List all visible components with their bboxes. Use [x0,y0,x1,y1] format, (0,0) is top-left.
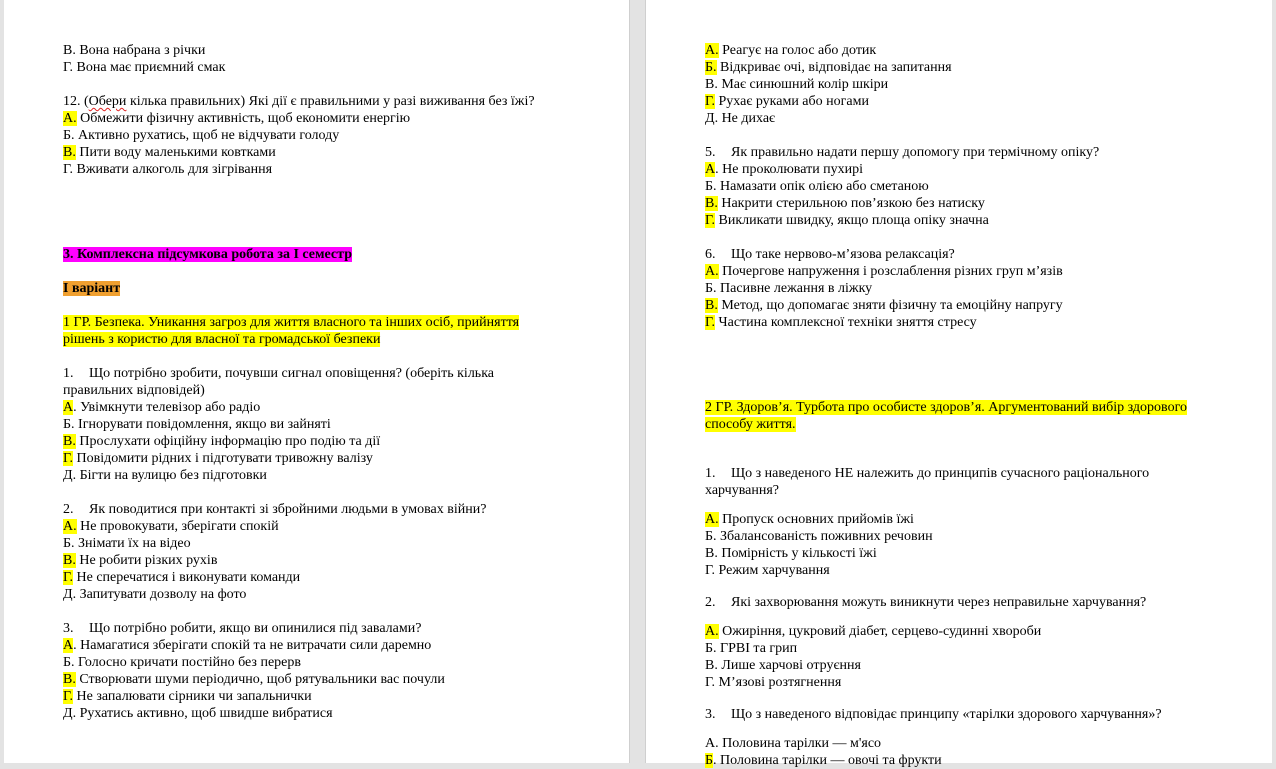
answer-option [705,195,1197,212]
question-text: Що з наведеного відповідає принципу «тарілки здорового харчування»? [731,707,1162,722]
option-text: Не робити різких рухів [75,553,218,568]
answer-option [705,314,1197,331]
option-text: . ГРВІ та грип [713,641,798,656]
option-label: Б [705,753,714,768]
option-text: Пити воду маленькими ковтками [75,145,276,160]
option-text: Пропуск основних прийомів їжі [718,512,914,527]
answer-option [705,76,1197,93]
answer-option [63,467,555,484]
option-text: Рухає руками або ногами [715,94,869,109]
option-text: Ожиріння, цукровий діабет, серцево-судинні хвороби [718,624,1042,639]
question-number: 3. [705,707,716,722]
answer-option [63,399,555,416]
option-text: . Лише харчові отруєння [714,658,861,673]
question-text: Що з наведеного НЕ належить до принципів сучасного раціонального харчування? [705,466,1150,498]
question-text: Які захворювання можуть виникнути через неправильне харчування? [731,595,1147,610]
answer-option [63,569,555,586]
option-label: А [705,736,716,751]
option-text: Вживати алкоголь для зігрівання [73,162,273,177]
answer-option [63,705,555,722]
question-text: Як правильно надати першу допомогу при термічному опіку? [731,145,1100,160]
option-label: А. [705,624,719,639]
option-text: Повідомити рідних і підготувати тривожну валізу [73,451,373,466]
question-text: Що потрібно робити, якщо ви опинилися під завалами? [89,621,422,636]
option-label: В. [63,672,76,687]
option-label: Г. [705,213,716,228]
option-label: Б [63,536,72,551]
option-text: . Не дихає [714,111,776,126]
answer-option [705,59,1197,76]
answer-option [705,640,1197,657]
option-text: Накрити стерильною пов’язкою без натиску [717,196,985,211]
document-page-right [645,0,1272,768]
question-number: 6. [705,247,716,262]
question-number: 2. [63,502,74,517]
answer-option [705,212,1197,229]
option-label: Б [705,281,714,296]
option-text: Не запалювати сірники чи запальнички [73,689,312,704]
option-text: Частина комплексної техніки зняття стресу [715,315,977,330]
question-text: Що таке нервово-м’язова релаксація? [731,247,955,262]
answer-option [705,752,1197,769]
document-page-left [4,0,630,763]
question-12: 12. (Обери кілька правильних) Які дії є правильними у разі виживання без їжі? [63,94,535,109]
group-1-questions [63,365,629,722]
option-text: . Не проколювати пухирі [715,162,864,177]
previous-question-options [705,42,1272,127]
option-text: Відкриває очі, відповідає на запитання [716,60,952,75]
option-label: А [63,638,74,653]
answer-option [63,450,555,467]
answer-option [705,562,1197,579]
option-label: В [705,546,715,561]
option-label: Д [63,587,73,602]
answer-option [63,671,555,688]
answer-option [63,518,555,535]
option-text: . Половина тарілки — м'ясо [715,736,882,751]
question-12-options [63,110,629,178]
option-line: Г. Вона має приємний смак [63,60,226,75]
option-label: Б. [63,128,75,143]
answer-option [63,144,555,161]
option-label: Г [705,563,712,578]
question-number: 2. [705,595,716,610]
answer-option [705,623,1197,640]
option-text: . Ігнорувати повідомлення, якщо ви зайняті [71,417,331,432]
answer-option [63,161,555,178]
option-label: В. [63,553,76,568]
answer-option [63,535,555,552]
option-text: Створювати шуми періодично, щоб рятувальники вас почули [75,672,445,687]
option-text: Обмежити фізичну активність, щоб економити енергію [76,111,411,126]
answer-option [705,178,1197,195]
option-text: Не провокувати, зберігати спокій [76,519,279,534]
answer-option [705,545,1197,562]
question-number: 5. [705,145,716,160]
answer-option [705,735,1197,752]
option-label: Г. [63,689,74,704]
option-label: Д [63,706,73,721]
option-text: Прослухати офіційну інформацію про подію та дії [75,434,381,449]
spellcheck-word[interactable]: Обери [88,94,127,109]
answer-option [705,161,1197,178]
option-text: . Намагатися зберігати спокій та не витрачати сили даремно [73,638,432,653]
option-label: Д [63,468,73,483]
option-text: Почергове напруження і розслаблення різних груп м’язів [718,264,1063,279]
option-label: В. [705,196,718,211]
question [705,246,1197,263]
group-1-questions-cont [705,144,1272,331]
question-text: Як поводитися при контакті зі збройними людьми в умовах війни? [89,502,487,517]
option-label: Г. [705,94,716,109]
answer-option [63,637,555,654]
question-number: 1. [705,466,716,481]
answer-option [705,528,1197,545]
variant-title: І варіант [63,281,121,296]
option-label: Д [705,111,715,126]
question-number: 1. [63,366,74,381]
option-label: В. [705,298,718,313]
option-label: Г. [63,451,74,466]
option-label: А [705,162,716,177]
option-text: . Увімкнути телевізор або радіо [73,400,261,415]
option-label: В. [63,434,76,449]
answer-option [63,586,555,603]
option-label: А [63,400,74,415]
question [63,620,555,637]
answer-option [705,42,1197,59]
answer-option [705,93,1197,110]
question [705,465,1197,499]
option-label: Б [705,641,714,656]
option-text: . Голосно кричати постійно без перерв [71,655,301,670]
question [63,365,555,399]
option-label: А. [63,111,77,126]
option-text: . Намазати опік олією або сметаною [713,179,929,194]
option-text: Метод, що допомагає зняти фізичну та емоційну напругу [717,298,1063,313]
option-label: А. [63,519,77,534]
answer-option [705,657,1197,674]
option-text: . Рухатись активно, щоб швидше вибратися [72,706,333,721]
question [705,144,1197,161]
option-label: Б. [705,60,717,75]
option-label: Г. [63,162,74,177]
answer-option [63,688,555,705]
option-label: Б [705,179,714,194]
answer-option [63,654,555,671]
question [63,501,555,518]
answer-option [705,280,1197,297]
option-text: Не сперечатися і виконувати команди [73,570,301,585]
option-label: В. [63,145,76,160]
option-label: Б [63,417,72,432]
section-title: 3. Комплексна підсумкова робота за І семестр [63,247,352,262]
answer-option [63,110,555,127]
option-text: . Має синюшний колір шкіри [714,77,889,92]
option-label: А. [705,264,719,279]
option-text: . Режим харчування [711,563,830,578]
option-label: В [705,658,715,673]
question [705,706,1197,723]
option-text: . Пасивне лежання в ліжку [713,281,873,296]
answer-option [705,674,1197,691]
group-2-questions [705,465,1272,769]
option-text: . Половина тарілки — овочі та фрукти [713,753,942,768]
option-label: А. [705,512,719,527]
option-text: . Збалансованість поживних речовин [713,529,933,544]
option-text: Викликати швидку, якщо площа опіку значна [715,213,989,228]
group-1-title: 1 ГР. Безпека. Уникання загроз для життя власного та інших осіб, прийняття рішень з користю для власної та громадської безпеки [63,315,520,347]
answer-option [705,511,1197,528]
question-number: 3. [63,621,74,636]
option-label: Г. [63,570,74,585]
option-label: Г. [705,315,716,330]
option-text: Активно рухатись, щоб не відчувати голоду [74,128,340,143]
answer-option [705,110,1197,127]
option-label: А. [705,43,719,58]
option-text: . Знімати їх на відео [71,536,191,551]
group-2-title: 2 ГР. Здоров’я. Турбота про особисте здоров’я. Аргументований вибір здорового способу життя. [705,400,1187,432]
option-text: . Бігти на вулицю без підготовки [72,468,267,483]
answer-option [63,552,555,569]
option-label: Г [705,675,712,690]
answer-option [63,433,555,450]
option-text: . М’язові розтягнення [711,675,842,690]
option-text: Реагує на голос або дотик [718,43,877,58]
option-label: Б [705,529,714,544]
answer-option [705,297,1197,314]
option-label: Б [63,655,72,670]
option-text: . Запитувати дозволу на фото [72,587,247,602]
option-text: . Помірність у кількості їжі [714,546,877,561]
answer-option [63,416,555,433]
question [705,594,1197,611]
answer-option [63,127,555,144]
question-text: Що потрібно зробити, почувши сигнал оповіщення? (оберіть кілька правильних відповідей) [63,366,494,398]
answer-option [705,263,1197,280]
option-line: В. Вона набрана з річки [63,43,206,58]
option-label: В [705,77,715,92]
